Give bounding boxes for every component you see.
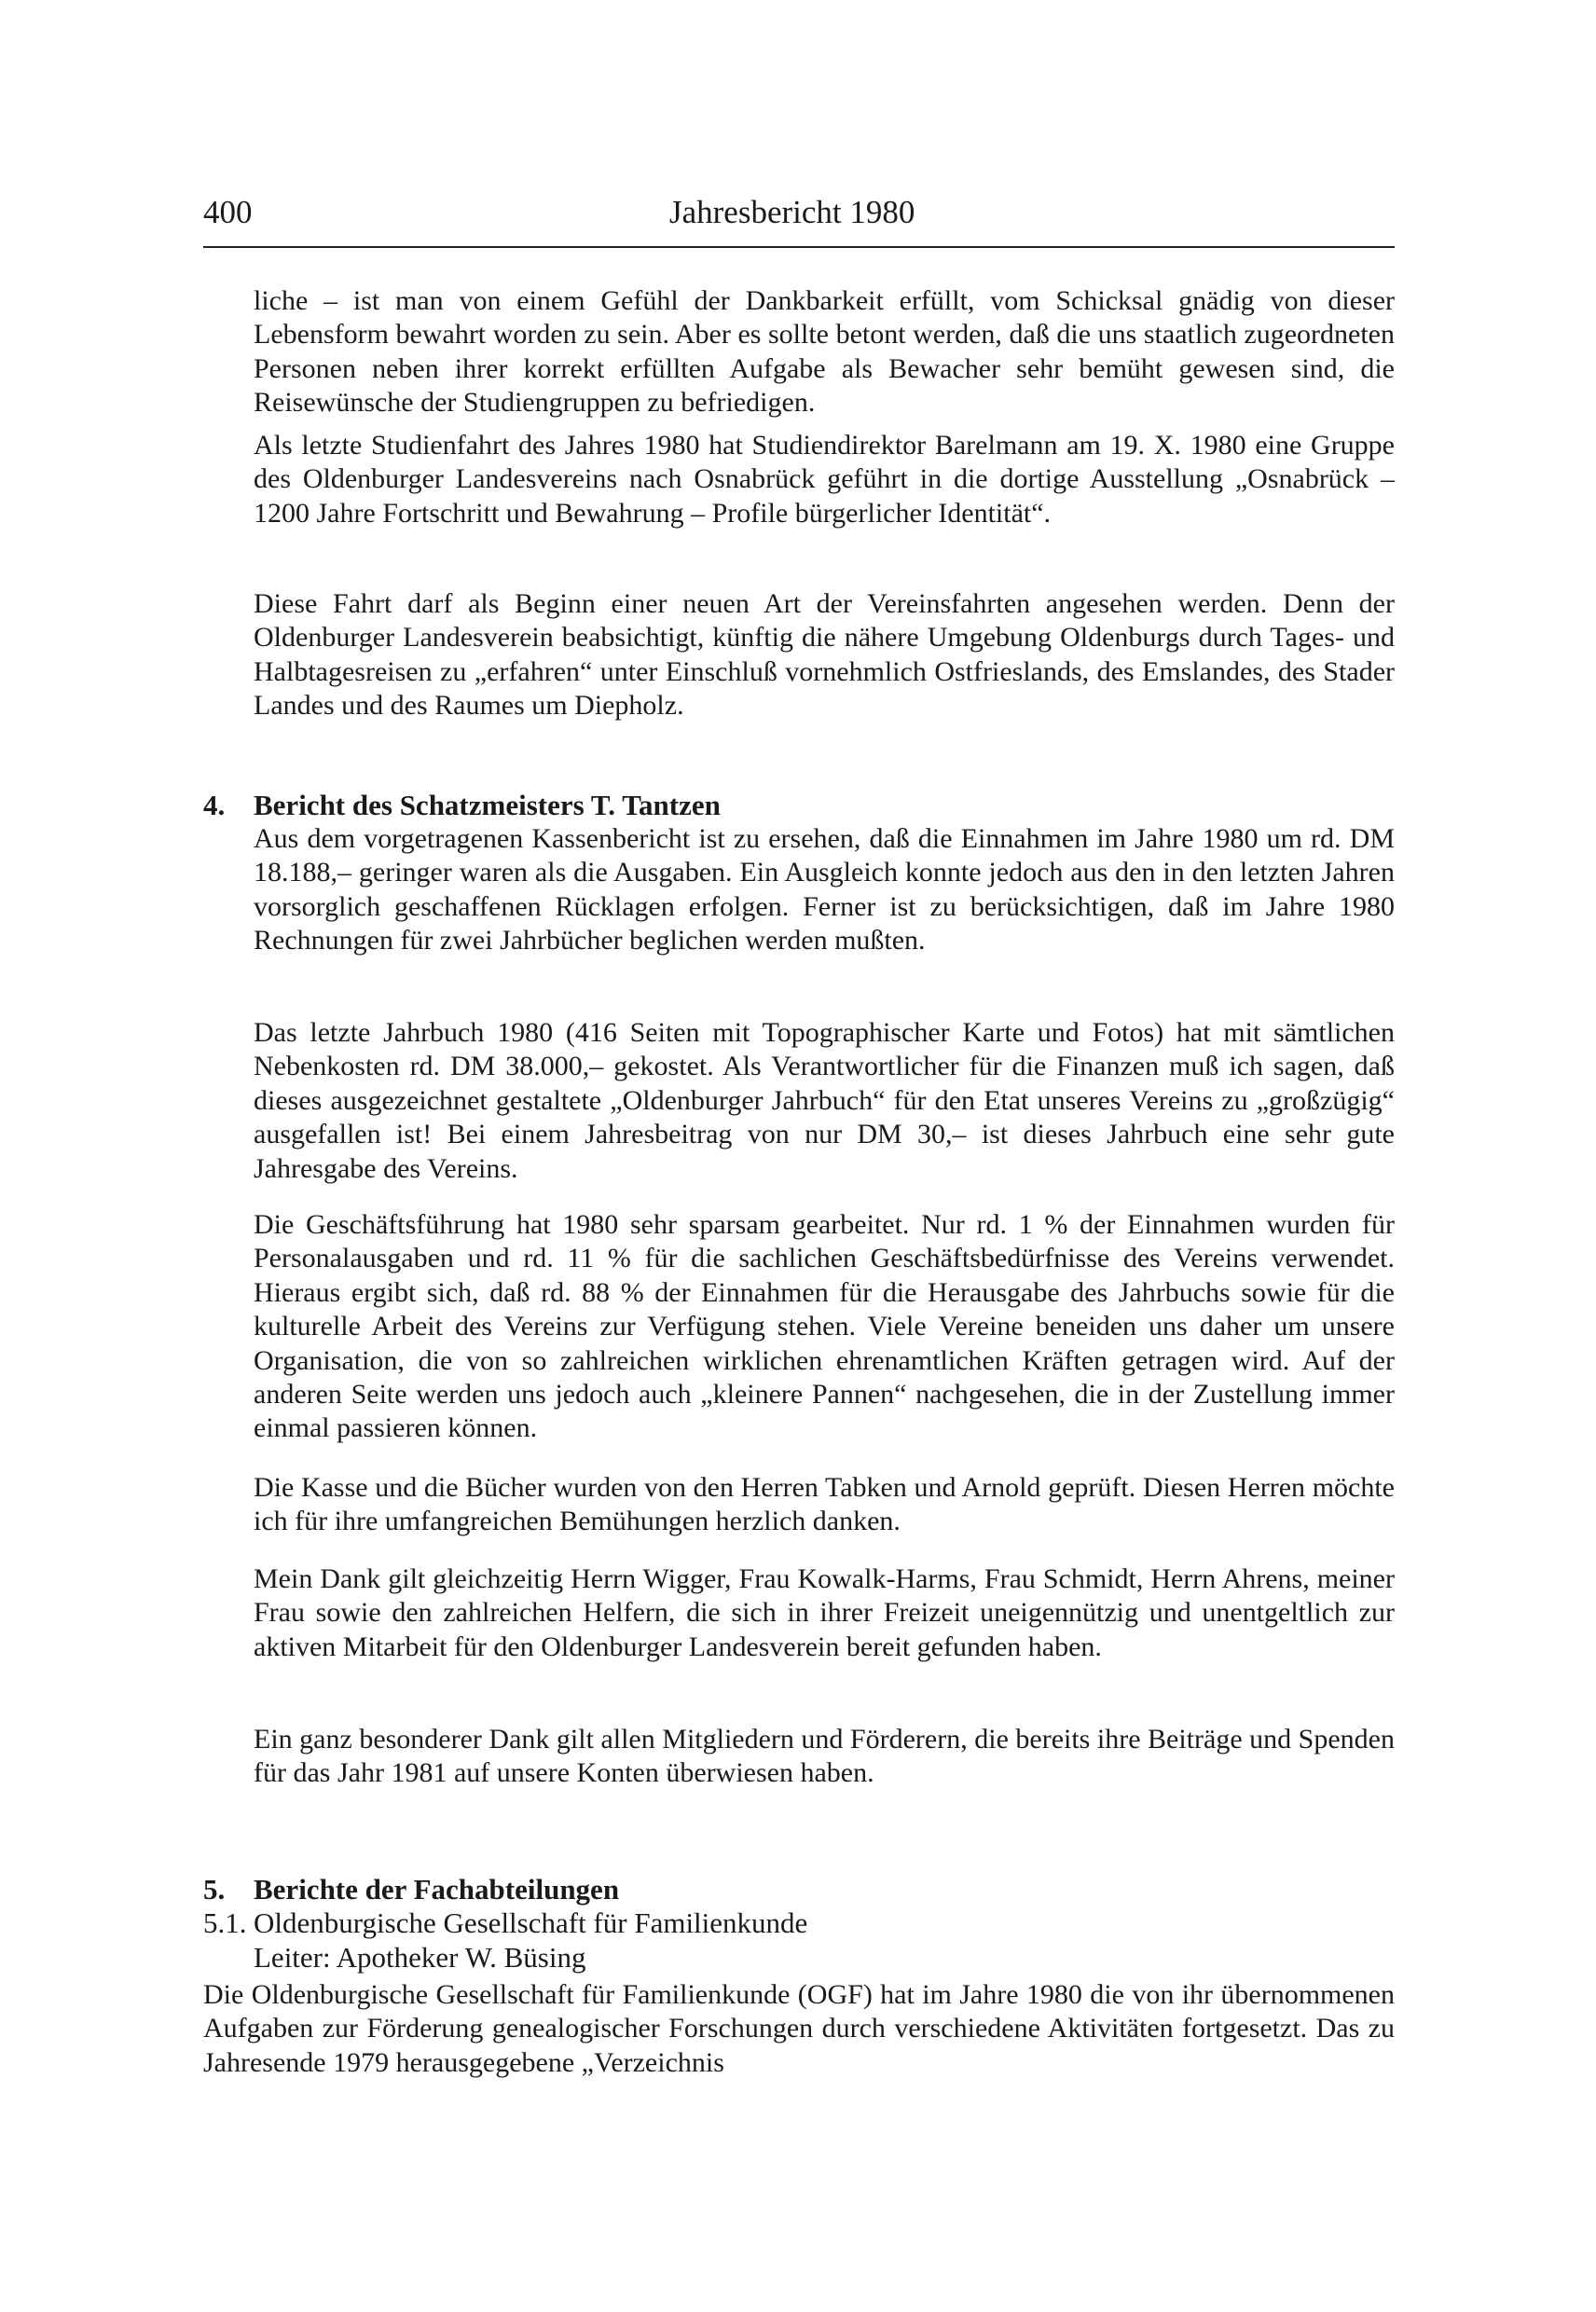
paragraph-9: Ein ganz besonderer Dank gilt allen Mitgliedern und Förderern, die bereits ihre Beiträge und Spenden für das Jahr 1981 auf unsere Konten überwiesen haben. bbox=[254, 1724, 1395, 1789]
paragraph-8: Mein Dank gilt gleichzeitig Herrn Wigger, Frau Kowalk-Harms, Frau Schmidt, Herrn Ahrens, meiner Frau sowie den zahlreichen Helfern, die sich in ihrer Freizeit uneigennützig und unentgeltlich zur aktiven Mitarbeit für den Oldenburger Landesverein bereit gefunden haben. bbox=[254, 1563, 1395, 1662]
paragraph-3: Diese Fahrt darf als Beginn einer neuen Art der Vereinsfahrten angesehen werden. Denn der Oldenburger Landesverein beabsichtigt, künftig die nähere Umgebung Oldenburgs durch Tages- und Halbtagesreisen zu „erfahren“ unter Einschluß vornehmlich Ostfrieslands, des Emslandes, des Stader Landes und des Raumes um Diepholz. bbox=[254, 588, 1395, 722]
paragraph-1: liche – ist man von einem Gefühl der Dankbarkeit erfüllt, vom Schicksal gnädig von dieser Lebensform bewahrt worden zu sein. Aber es sollte betont werden, daß die uns staatlich zugeordneten Personen neben ihrer korrekt erfüllten Aufgabe als Bewacher sehr bemüht gewesen sind, die Reisewünsche der Studiengruppen zu befriedigen. bbox=[254, 285, 1395, 419]
section-5-number: 5. bbox=[203, 1873, 226, 1906]
paragraph-5: Das letzte Jahrbuch 1980 (416 Seiten mit Topographischer Karte und Fotos) hat mit sämtlichen Nebenkosten rd. DM 38.000,– gekostet. Als Verantwortlicher für die Finanzen muß ich sagen, daß dieses ausgezeichnet gestaltete „Oldenburger Jahrbuch“ für den Etat unseres Vereins zu „großzügig“ ausgefallen ist! Bei einem Jahresbeitrag von nur DM 30,– ist dieses Jahrbuch eine sehr gute Jahresgabe des Vereins. bbox=[254, 1017, 1395, 1184]
paragraph-2: Als letzte Studienfahrt des Jahres 1980 hat Studiendirektor Barelmann am 19. X. 1980 eine Gruppe des Oldenburger Landesvereins nach Osnabrück geführt in die dortige Ausstellung „Osnabrück – 1200 Jahre Fortschritt und Bewahrung – Profile bürgerlicher Identität“. bbox=[254, 430, 1395, 529]
section-5-1-title: Oldenburgische Gesellschaft für Familienkunde bbox=[254, 1906, 808, 1939]
section-5-title: Berichte der Fachabteilungen bbox=[254, 1873, 620, 1906]
paragraph-10: Die Oldenburgische Gesellschaft für Familienkunde (OGF) hat im Jahre 1980 die von ihr übernommenen Aufgaben zur Förderung genealogischer Forschungen durch verschiedene Aktivitäten fortgesetzt. Das zu Jahresende 1979 herausgegebene „Verzeichnis bbox=[203, 1979, 1395, 2078]
section-5-1-number: 5.1. bbox=[203, 1906, 247, 1939]
page-number: 400 bbox=[203, 194, 253, 230]
running-header bbox=[203, 186, 1395, 248]
paragraph-4: Aus dem vorgetragenen Kassenbericht ist zu ersehen, daß die Einnahmen im Jahre 1980 um rd. DM 18.188,– geringer waren als die Ausgaben. Ein Ausgleich konnte jedoch aus den in den letzten Jahren vorsorglich geschaffenen Rücklagen erfolgen. Ferner ist zu berücksichtigen, daß im Jahre 1980 Rechnungen für zwei Jahrbücher beglichen werden mußten. bbox=[254, 823, 1395, 956]
section-5-heading bbox=[203, 1873, 619, 1906]
section-4-heading bbox=[203, 789, 721, 822]
paragraph-7: Die Kasse und die Bücher wurden von den Herren Tabken und Arnold geprüft. Diesen Herren möchte ich für ihre umfangreichen Bemühungen herzlich danken. bbox=[254, 1472, 1395, 1537]
section-4-number: 4. bbox=[203, 789, 226, 821]
section-5-1-heading bbox=[203, 1906, 807, 1940]
running-title: Jahresbericht 1980 bbox=[669, 194, 915, 230]
paragraph-6: Die Geschäftsführung hat 1980 sehr sparsam gearbeitet. Nur rd. 1 % der Einnahmen wurden für Personalausgaben und rd. 11 % für die sachlichen Geschäftsbedürfnisse des Vereins verwendet. Hieraus ergibt sich, daß rd. 88 % der Einnahmen für die Herausgabe des Jahrbuchs sowie für die kulturelle Arbeit des Vereins zur Verfügung stehen. Viele Vereine beneiden uns daher um unsere Organisation, die von so zahlreichen wirklichen ehrenamtlichen Kräften getragen wird. Auf der anderen Seite werden uns jedoch auch „kleinere Pannen“ nachgesehen, die in der Zustellung immer einmal passieren können. bbox=[254, 1209, 1395, 1444]
section-5-1-leader: Leiter: Apotheker W. Büsing bbox=[254, 1941, 586, 1974]
section-4-title: Bericht des Schatzmeisters T. Tantzen bbox=[254, 789, 721, 821]
